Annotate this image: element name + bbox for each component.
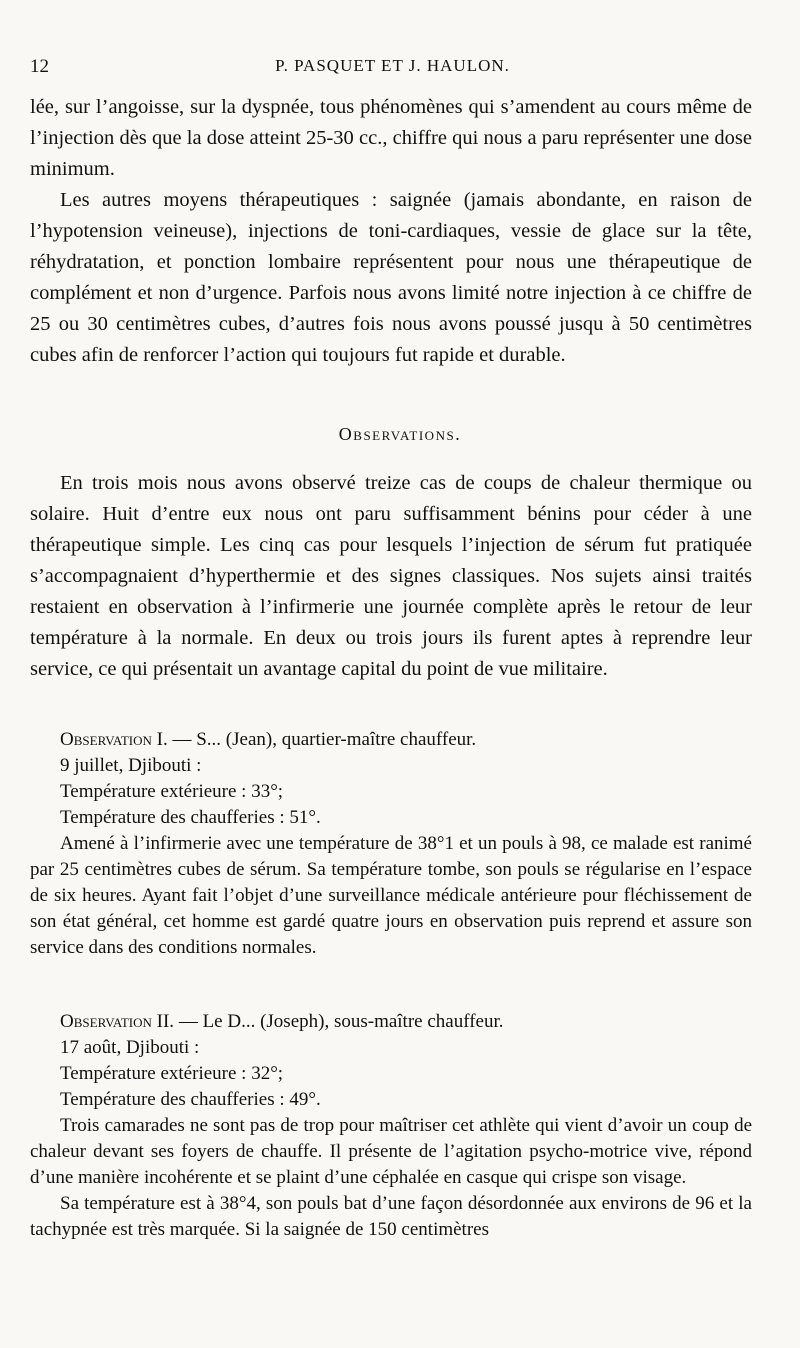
general-paragraph: En trois mois nous avons observé treize cas de coups de chaleur thermique ou solaire. Huit d’entre eux nous ont paru suffisamment bénins pour céder à une thérapeutique simple. Les cinq cas pour lesquels l’injection de sérum fut pratiquée s’accompagnaient d’hyperthermie et des signes classiques. Nos sujets ainsi traités restaient en observation à l’infirmerie une journée complète après le retour de leur température à la normale. En deux ou trois jours ils furent aptes à reprendre leur service, ce qui présentait un avantage capital du point de vue militaire. — [30, 472, 752, 680]
observation-1-text: Amené à l’infirmerie avec une température de 38°1 et un pouls à 98, ce malade est ranimé par 25 centimètres cubes de sérum. Sa température tombe, son pouls se régularise en l’espace de six heures. Ayant fait l’objet d’une surveillance médicale antérieure pour fléchissement de son état général, cet homme est gardé quatre jours en observation puis reprend et assure son service dans des conditions normales. — [30, 833, 752, 958]
intro-paragraph-1: lée, sur l’angoisse, sur la dyspnée, tous phénomènes qui s’amendent au cours même de l’injection dès que la dose atteint 25-30 cc., chiffre qui nous a paru représenter une dose minimum. — [30, 96, 752, 180]
observation-2 — [30, 1009, 752, 1243]
observation-1-title: — S... (Jean), quartier-maître chauffeur. — [167, 729, 477, 750]
observation-1-temp-ch: Température des chaufferies : 51°. — [60, 807, 321, 828]
observation-2-label: Observation II. — [60, 1011, 175, 1032]
observation-2-text-2: Sa température est à 38°4, son pouls bat d’une façon désordonnée aux environs de 96 et la tachypnée est très marquée. Si la saignée de 150 centimètres — [30, 1193, 752, 1240]
observation-2-title: — Le D... (Joseph), sous-maître chauffeur. — [174, 1011, 504, 1032]
intro-paragraph-2: Les autres moyens thérapeutiques : saignée (jamais abondante, en raison de l’hypotension veineuse), injections de toni-cardiaques, vessie de glace sur la tête, réhydratation, et ponction lombaire représentent pour nous une thérapeutique de complément et non d’urgence. Parfois nous avons limité notre injection à ce chiffre de 25 ou 30 centimètres cubes, d’autres fois nous avons poussé jusqu à 50 centimètres cubes afin de renforcer l’action qui toujours fut rapide et durable. — [30, 189, 752, 366]
observation-2-text-1: Trois camarades ne sont pas de trop pour maîtriser cet athlète qui vient d’avoir un coup de chaleur devant ses foyers de chauffe. Il présente de l’agitation psycho-motrice vive, répond d’une manière incohérente et se plaint d’une céphalée en casque qui crispe son visage. — [30, 1115, 752, 1188]
observation-2-temp-ext: Température extérieure : 32°; — [60, 1063, 284, 1084]
observation-1-label: Observation I. — [60, 729, 168, 750]
observation-1-heading — [30, 727, 752, 753]
observation-2-temp-ch: Température des chaufferies : 49°. — [60, 1089, 321, 1110]
intro-text — [30, 92, 752, 371]
observation-1 — [30, 727, 752, 961]
general-text — [30, 468, 752, 685]
observation-1-date: 9 juillet, Djibouti : — [60, 755, 202, 776]
running-head: P. PASQUET ET J. HAULON. — [275, 56, 510, 75]
page-header — [30, 56, 755, 86]
page-number: 12 — [30, 56, 49, 77]
section-title: Observations. — [338, 424, 462, 444]
observation-1-temp-ext: Température extérieure : 33°; — [60, 781, 284, 802]
observation-2-date: 17 août, Djibouti : — [60, 1037, 200, 1058]
observation-2-heading — [30, 1009, 752, 1035]
